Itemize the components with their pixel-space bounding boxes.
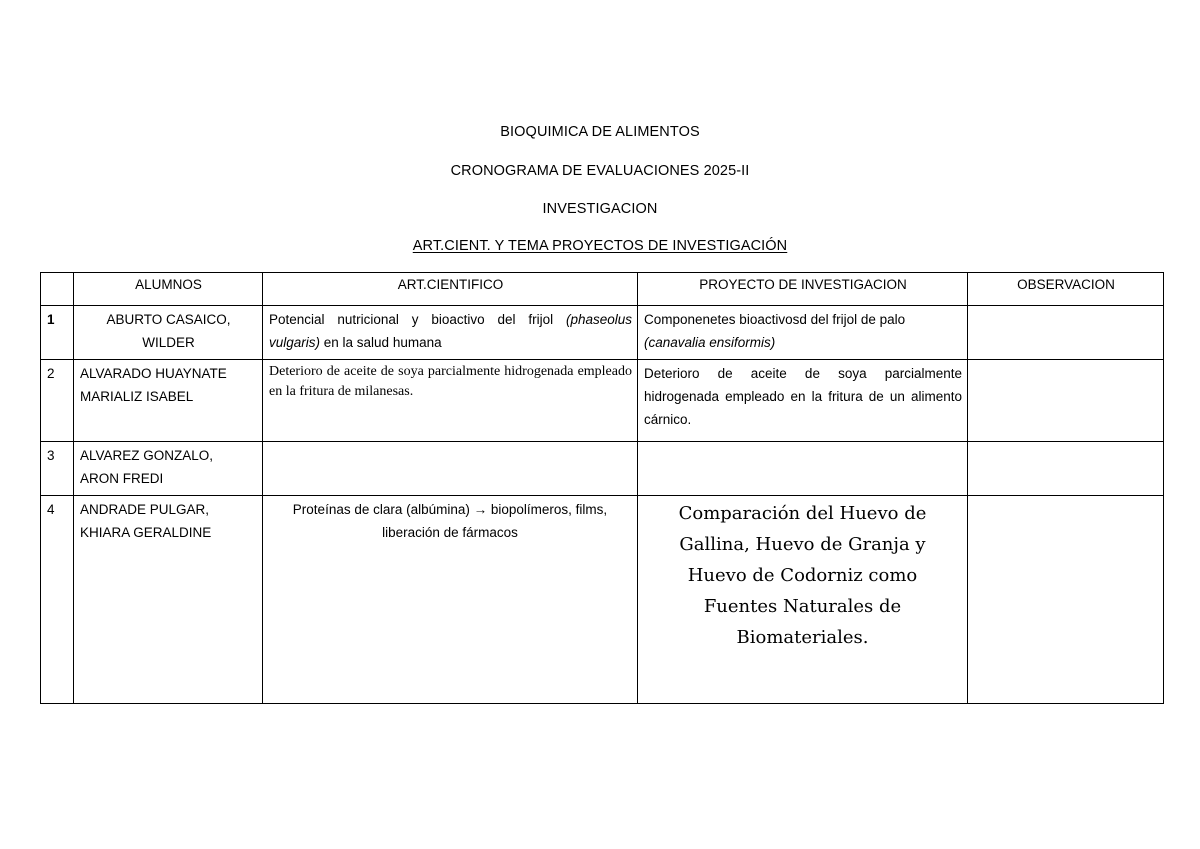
observation-cell (968, 442, 1164, 496)
table-header-row (41, 273, 1164, 306)
project-species: (canavalia ensiformis) (644, 335, 776, 350)
student-name-line2: ARON FREDI (80, 471, 164, 486)
row-number: 4 (41, 496, 74, 704)
header-num (41, 273, 74, 306)
student-name-line1: ABURTO CASAICO, (106, 312, 231, 327)
research-project: Comparación del Huevo de Gallina, Huevo de Granja y Huevo de Codorniz como Fuentes Naturales de Biomateriales. (638, 496, 968, 704)
student-name (74, 442, 263, 496)
observation-cell (968, 496, 1164, 704)
article-text-tail: en la salud humana (320, 335, 442, 350)
project-text: Componenetes bioactivosd del frijol de palo (644, 312, 906, 327)
row-number: 3 (41, 442, 74, 496)
row-number: 1 (41, 306, 74, 360)
observation-cell (968, 306, 1164, 360)
table-row (41, 496, 1164, 704)
scientific-article: Deterioro de aceite de soya parcialmente hidrogenada empleado en la fritura de milanesas. (263, 360, 638, 442)
table-row (41, 442, 1164, 496)
research-project (638, 442, 968, 496)
student-name-line2: MARIALIZ ISABEL (80, 389, 194, 404)
header-observacion: OBSERVACION (968, 273, 1164, 306)
header-proyecto: PROYECTO DE INVESTIGACION (638, 273, 968, 306)
document-section: INVESTIGACION (542, 201, 658, 217)
row-number: 2 (41, 360, 74, 442)
scientific-article (263, 442, 638, 496)
observation-cell (968, 360, 1164, 442)
student-name-line2: KHIARA GERALDINE (80, 525, 212, 540)
student-name-line1: ANDRADE PULGAR, (80, 502, 210, 517)
header-articulo: ART.CIENTIFICO (263, 273, 638, 306)
evaluation-table (40, 272, 1164, 704)
student-name-line1: ALVAREZ GONZALO, (80, 448, 214, 463)
student-name (74, 306, 263, 360)
document-title: BIOQUIMICA DE ALIMENTOS (500, 124, 700, 140)
table-caption-text: ART.CIENT. Y TEMA PROYECTOS DE INVESTIGACIÓN (412, 238, 788, 254)
student-name-line1: ALVARADO HUAYNATE (80, 366, 227, 381)
research-project: Deterioro de aceite de soya parcialmente hidrogenada empleado en la fritura de un alimento cárnico. (638, 360, 968, 442)
scientific-article (263, 306, 638, 360)
student-name (74, 360, 263, 442)
table-row (41, 360, 1164, 442)
header-alumnos: ALUMNOS (74, 273, 263, 306)
table-row (41, 306, 1164, 360)
article-text: Potencial nutricional y bioactivo del frijol (269, 312, 554, 327)
article-species: (phaseolus vulgaris) (269, 312, 632, 350)
document-subtitle: CRONOGRAMA DE EVALUACIONES 2025-II (450, 163, 750, 179)
student-name (74, 496, 263, 704)
student-name-line2: WILDER (142, 335, 195, 350)
research-project (638, 306, 968, 360)
table-caption (0, 238, 1200, 254)
scientific-article: Proteínas de clara (albúmina) → biopolímeros, films, liberación de fármacos (263, 496, 638, 704)
